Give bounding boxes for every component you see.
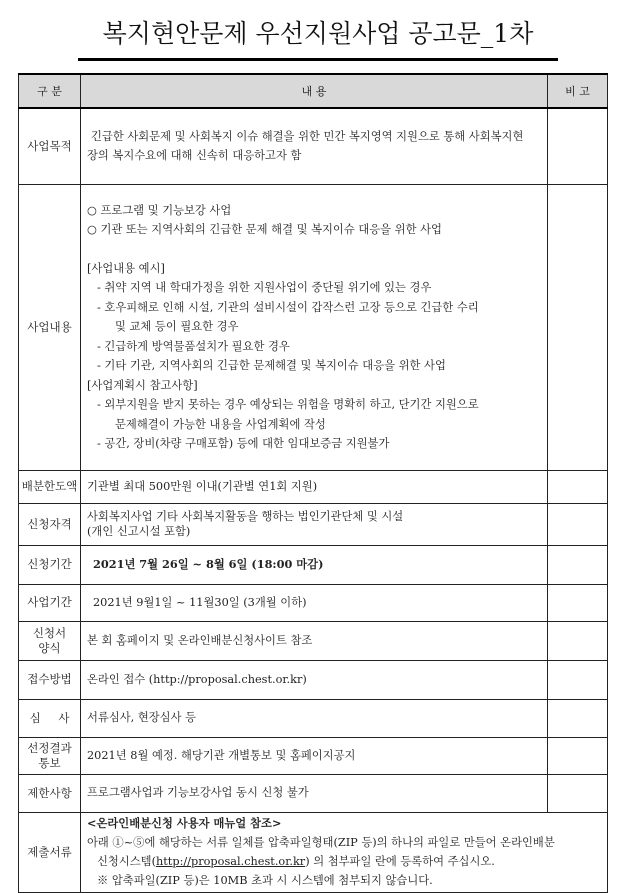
eligibility-line-1: 사회복지사업 기타 사회복지활동을 행하는 법인기관단체 및 시설 xyxy=(87,510,404,523)
budget-label: 배분한도액 xyxy=(19,470,81,503)
form-label-line-2: 양식 xyxy=(38,640,61,655)
content-body xyxy=(81,184,548,470)
example-2: - 호우피해로 인해 시설, 기관의 설비시설이 갑작스런 고장 등으로 긴급한 수리 xyxy=(97,300,479,314)
documents-line-2-pre: 신청시스템( xyxy=(97,855,156,868)
result-label-line-2: 통보 xyxy=(38,755,61,770)
examples-title: [사업내용 예시] xyxy=(87,261,165,275)
row-budget xyxy=(19,470,608,503)
purpose-line-1: 긴급한 사회문제 및 사회복지 이슈 해결을 위한 민간 복지영역 지원으로 통해 사회복지현 xyxy=(91,129,524,143)
example-3: - 긴급하게 방역물품설치가 필요한 경우 xyxy=(97,339,290,353)
row-documents xyxy=(19,812,608,892)
documents-line-1: 아래 ①~⑤에 해당하는 서류 일체를 압축파일형태(ZIP 등)의 하나의 파일로 만들어 온라인배분 xyxy=(87,836,555,849)
table-header-row xyxy=(19,74,608,108)
review-label: 심 사 xyxy=(19,699,81,737)
form-remarks xyxy=(548,621,608,660)
documents-label: 제출서류 xyxy=(19,812,81,892)
result-label-line-1: 선정결과 xyxy=(27,740,72,755)
note-2: - 공간, 장비(차량 구매포함) 등에 대한 임대보증금 지원불가 xyxy=(97,437,390,450)
row-restriction xyxy=(19,774,608,812)
budget-text: 기관별 최대 500만원 이내(기관별 연1회 지원) xyxy=(81,470,548,503)
purpose-content xyxy=(81,108,548,184)
form-label-line-1: 신청서 xyxy=(32,625,67,640)
content-label: 사업내용 xyxy=(19,184,81,470)
review-text: 서류심사, 현장심사 등 xyxy=(81,699,548,737)
form-text: 본 회 홈페이지 및 온라인배분신청사이트 참조 xyxy=(81,621,548,660)
purpose-remarks xyxy=(548,108,608,184)
apply-period-remarks xyxy=(548,545,608,584)
restriction-label: 제한사항 xyxy=(19,774,81,812)
method-remarks xyxy=(548,660,608,699)
project-period-text: 2021년 9월1일 ~ 11월30일 (3개월 이하) xyxy=(81,584,548,621)
note-1: - 외부지원을 받지 못하는 경우 예상되는 위험을 명확히 하고, 단기간 지원으로 xyxy=(97,398,479,411)
page-title: 복지현안문제 우선지원사업 공고문_1차 xyxy=(102,19,534,48)
eligibility-remarks xyxy=(548,503,608,545)
row-content xyxy=(19,184,608,470)
example-2-cont: 및 교체 등이 필요한 경우 xyxy=(115,320,239,333)
purpose-label: 사업목적 xyxy=(19,108,81,184)
form-label xyxy=(19,621,81,660)
row-method xyxy=(19,660,608,699)
documents-content xyxy=(81,812,608,892)
result-text: 2021년 8월 예정. 해당기관 개별통보 및 홈페이지공지 xyxy=(81,737,548,774)
title-underline xyxy=(78,58,558,61)
eligibility-label: 신청자격 xyxy=(19,503,81,545)
documents-line-2-post: ) 의 첨부파일 란에 등록하여 주십시오. xyxy=(305,855,495,868)
row-project-period xyxy=(19,584,608,621)
header-content: 내 용 xyxy=(81,74,548,108)
result-label xyxy=(19,737,81,774)
header-remarks: 비 고 xyxy=(548,74,608,108)
apply-period-text: 2021년 7월 26일 ~ 8월 6일 (18:00 마감) xyxy=(81,545,548,584)
content-gap xyxy=(87,240,543,259)
method-label: 접수방법 xyxy=(19,660,81,699)
content-item-2: ○ 기관 또는 지역사회의 긴급한 문제 해결 및 복지이슈 대응을 위한 사업 xyxy=(87,223,442,236)
row-result xyxy=(19,737,608,774)
eligibility-content xyxy=(81,503,548,545)
row-review xyxy=(19,699,608,737)
note-1-cont: 문제해결이 가능한 내용을 사업계획에 작성 xyxy=(115,417,326,431)
documents-title: <온라인배분신청 사용자 매뉴얼 참조> xyxy=(87,816,282,830)
announcement-table xyxy=(18,73,608,893)
restriction-text: 프로그램사업과 기능보강사업 동시 신청 불가 xyxy=(81,774,548,812)
eligibility-line-2: (개인 신고시설 포함) xyxy=(87,525,191,538)
content-item-1: ○ 프로그램 및 기능보강 사업 xyxy=(87,203,232,217)
notes-title: [사업계획시 참고사항] xyxy=(87,378,198,392)
example-1: - 취약 지역 내 학대가정을 위한 지원사업이 중단될 위기에 있는 경우 xyxy=(97,281,432,294)
purpose-line-2: 장의 복지수요에 대해 신속히 대응하고자 함 xyxy=(87,149,302,163)
documents-line-3: ※ 압축파일(ZIP 등)은 10MB 초과 시 시스템에 첨부되지 않습니다. xyxy=(97,874,433,887)
row-form xyxy=(19,621,608,660)
project-period-remarks xyxy=(548,584,608,621)
budget-remarks xyxy=(548,470,608,503)
method-text: 온라인 접수 (http://proposal.chest.or.kr) xyxy=(81,660,548,699)
review-remarks xyxy=(548,699,608,737)
content-remarks xyxy=(548,184,608,470)
result-remarks xyxy=(548,737,608,774)
documents-link[interactable]: http://proposal.chest.or.kr xyxy=(155,855,306,868)
apply-period-label: 신청기간 xyxy=(19,545,81,584)
row-apply-period xyxy=(19,545,608,584)
project-period-label: 사업기간 xyxy=(19,584,81,621)
row-purpose xyxy=(19,108,608,184)
documents-line-2 xyxy=(87,852,603,871)
title-area xyxy=(0,0,623,66)
restriction-remarks xyxy=(548,774,608,812)
header-category: 구 분 xyxy=(19,74,81,108)
example-4: - 기타 기관, 지역사회의 긴급한 문제해결 및 복지이슈 대응을 위한 사업 xyxy=(97,359,446,372)
row-eligibility xyxy=(19,503,608,545)
